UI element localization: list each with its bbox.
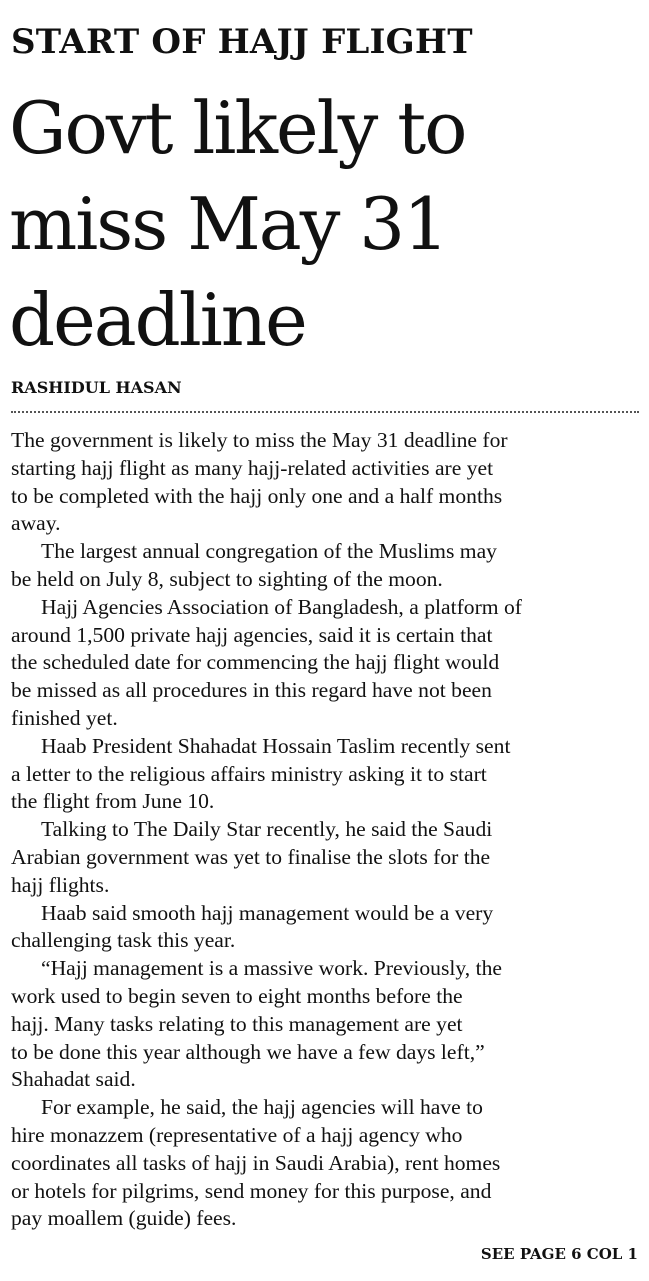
continuation-jump: SEE PAGE 6 COL 1 xyxy=(480,1245,638,1263)
body-line: Talking to The Daily Star recently, he said the Saudi xyxy=(41,817,493,842)
body-line: a letter to the religious affairs ministry asking it to start xyxy=(11,761,487,786)
body-line: away. xyxy=(11,511,61,536)
body-line: starting hajj flight as many hajj-related activities are yet xyxy=(11,455,494,480)
body-line: the scheduled date for commencing the hajj flight would xyxy=(11,650,500,675)
dotted-divider xyxy=(11,411,639,413)
body-line: coordinates all tasks of hajj in Saudi Arabia), rent homes xyxy=(11,1150,501,1175)
byline: RASHIDUL HASAN xyxy=(11,378,182,397)
body-line: finished yet. xyxy=(11,705,118,730)
body-line: Haab said smooth hajj management would be a very xyxy=(41,900,494,925)
body-line: Hajj Agencies Association of Bangladesh, a platform of xyxy=(41,594,522,619)
body-line: work used to begin seven to eight months before the xyxy=(11,983,463,1008)
headline xyxy=(9,80,639,368)
paragraph xyxy=(11,955,649,1094)
body-line: “Hajj management is a massive work. Previously, the xyxy=(41,956,502,981)
paragraph xyxy=(11,538,649,594)
headline-line: Govt likely to xyxy=(9,86,466,170)
body-line: to be completed with the hajj only one and a half months xyxy=(11,483,503,508)
paragraph xyxy=(11,427,649,538)
body-line: The largest annual congregation of the Muslims may xyxy=(41,539,497,564)
body-line: be held on July 8, subject to sighting of the moon. xyxy=(11,566,443,591)
body-line: be missed as all procedures in this regard have not been xyxy=(11,678,492,703)
headline-line: miss May 31 xyxy=(9,182,447,266)
body-line: hajj flights. xyxy=(11,872,110,897)
body-line: hire monazzem (representative of a hajj agency who xyxy=(11,1122,463,1147)
body-line: challenging task this year. xyxy=(11,928,236,953)
paragraph xyxy=(11,1094,649,1233)
paragraph xyxy=(11,900,649,956)
body-line: hajj. Many tasks relating to this management are yet xyxy=(11,1011,463,1036)
body-line: the flight from June 10. xyxy=(11,789,215,814)
paragraph xyxy=(11,733,649,816)
body-line: to be done this year although we have a few days left,” xyxy=(11,1039,485,1064)
body-line: Haab President Shahadat Hossain Taslim recently sent xyxy=(41,733,511,758)
body-line: Arabian government was yet to finalise the slots for the xyxy=(11,844,491,869)
body-line: Shahadat said. xyxy=(11,1067,136,1092)
headline-line: deadline xyxy=(9,278,306,362)
body-line: For example, he said, the hajj agencies will have to xyxy=(41,1095,483,1120)
body-line: around 1,500 private hajj agencies, said it is certain that xyxy=(11,622,493,647)
paragraph xyxy=(11,594,649,733)
paragraph xyxy=(11,816,649,899)
body-line: The government is likely to miss the May 31 deadline for xyxy=(11,428,508,452)
body-line: pay moallem (guide) fees. xyxy=(11,1206,237,1231)
kicker: START OF HAJJ FLIGHT xyxy=(11,22,473,62)
body-line: or hotels for pilgrims, send money for this purpose, and xyxy=(11,1178,492,1203)
article-body xyxy=(11,427,649,1233)
